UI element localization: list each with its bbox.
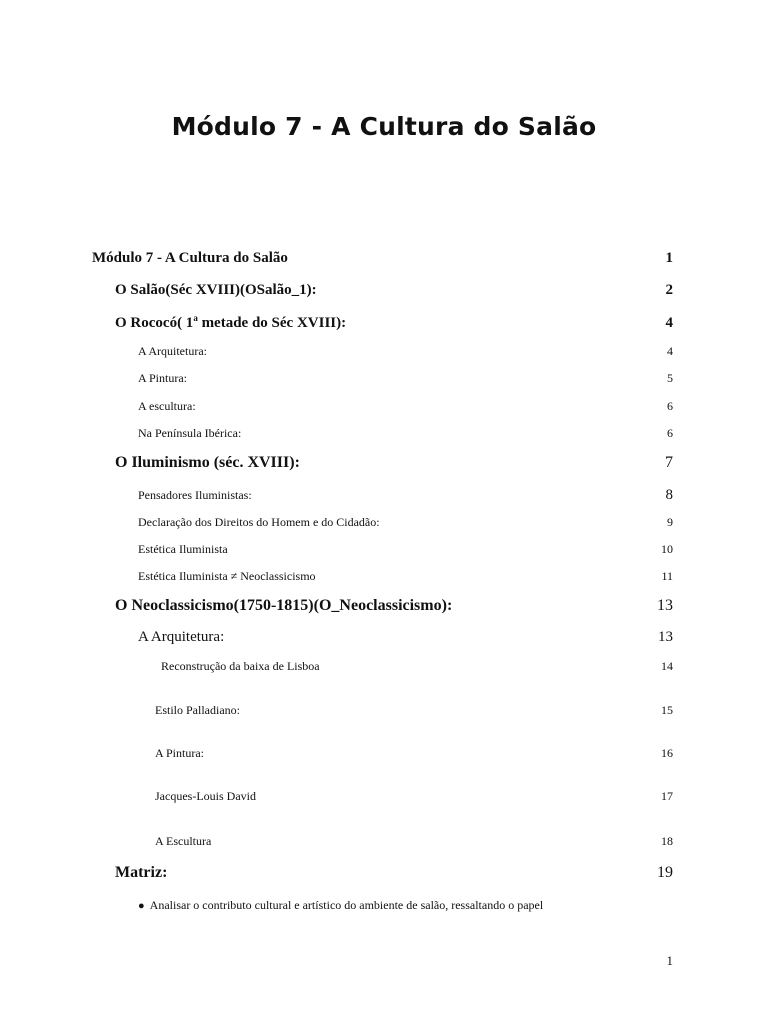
toc-entry-reconstrucao-lisboa[interactable]: [161, 659, 673, 674]
toc-page-number: 9: [667, 515, 673, 529]
toc-page-number: 16: [661, 746, 673, 760]
toc-entry-o-salao[interactable]: [115, 282, 673, 299]
page-number: 1: [666, 953, 673, 968]
toc-entry-a-arquitetura[interactable]: [138, 344, 673, 359]
toc-page-number: 11: [661, 569, 673, 583]
toc-entry-matriz[interactable]: [115, 864, 673, 882]
toc-page-number: 1: [665, 250, 673, 266]
toc-entry-estetica-iluminista[interactable]: [138, 542, 673, 557]
toc-entry-o-rococo[interactable]: [115, 313, 673, 332]
toc-entry-o-iluminismo[interactable]: [115, 454, 673, 472]
toc-page-number: 4: [667, 344, 673, 358]
toc-entry-title: A Pintura:: [138, 371, 188, 385]
toc-page-number: 15: [661, 703, 673, 717]
toc-entry-title: A Escultura: [155, 834, 212, 848]
toc-page-number: 17: [661, 789, 673, 803]
toc-page-number: 10: [661, 542, 673, 556]
toc-entry-estetica-vs-neoclassicismo[interactable]: [138, 569, 673, 584]
toc-entry-declaracao-direitos[interactable]: [138, 515, 673, 530]
toc-entry-title: O Neoclassicismo(1750-1815)(O_Neoclassicismo):: [115, 597, 453, 614]
toc-entry-title: Na Península Ibérica:: [138, 426, 242, 440]
toc-page-number: 2: [665, 282, 673, 298]
toc-page-number: 19: [657, 864, 673, 881]
toc-entry-title-part: metade do Séc XVIII):: [197, 315, 347, 331]
toc-entry-title: Pensadores Iluministas:: [138, 488, 252, 502]
toc-entry-a-pintura[interactable]: [138, 371, 673, 386]
toc-page-number: 13: [658, 629, 673, 645]
superscript: a: [193, 313, 198, 323]
toc-page-number: 6: [667, 426, 673, 440]
toc-entry-title: Estética Iluminista: [138, 542, 228, 556]
toc-entry-title: O Salão(Séc XVIII)(OSalão_1):: [115, 282, 317, 298]
toc-page-number: 13: [657, 597, 673, 614]
toc-entry-title: A Arquitetura:: [138, 344, 207, 358]
toc-entry-title: Matriz:: [115, 864, 168, 881]
toc-entry-title: Declaração dos Direitos do Homem e do Cidadão:: [138, 515, 380, 529]
bullet-item: [138, 898, 543, 913]
toc-entry-neo-escultura[interactable]: [155, 834, 673, 849]
toc-entry-title: A Pintura:: [155, 746, 205, 760]
toc-entry-jacques-louis-david[interactable]: [155, 789, 673, 804]
bullet-text: Analisar o contributo cultural e artístico do ambiente de salão, ressaltando o papel: [149, 898, 544, 912]
toc-page-number: 18: [661, 834, 673, 848]
toc-entry-title: Módulo 7 - A Cultura do Salão: [92, 250, 288, 266]
toc-entry-title: Jacques-Louis David: [155, 789, 256, 803]
toc-entry-title: [115, 313, 346, 332]
toc-entry-title: A escultura:: [138, 399, 196, 413]
toc-entry-title: O Iluminismo (séc. XVIII):: [115, 454, 300, 471]
toc-entry-title: Reconstrução da baixa de Lisboa: [161, 659, 320, 673]
toc-entry-modulo-7[interactable]: [92, 250, 673, 267]
toc-entry-title-part: O Rococó( 1: [115, 315, 194, 331]
toc-entry-o-neoclassicismo[interactable]: [115, 597, 673, 615]
page-title: Módulo 7 - A Cultura do Salão: [171, 112, 597, 141]
toc-entry-title: Estilo Palladiano:: [155, 703, 240, 717]
toc-entry-title: A Arquitetura:: [138, 629, 225, 645]
toc-entry-neo-arquitetura[interactable]: [138, 629, 673, 646]
toc-entry-a-escultura[interactable]: [138, 399, 673, 414]
toc-page-number: 7: [665, 454, 673, 471]
toc-entry-pensadores-iluministas[interactable]: [138, 487, 673, 504]
bullet-icon: ●: [138, 900, 145, 912]
toc-entry-peninsula-iberica[interactable]: [138, 426, 673, 441]
toc-page-number: 6: [667, 399, 673, 413]
toc-page-number: 4: [665, 315, 673, 331]
toc-page-number: 8: [665, 487, 673, 503]
toc-page-number: 14: [661, 659, 673, 673]
toc-page-number: 5: [667, 371, 673, 385]
toc-entry-title: Estética Iluminista ≠ Neoclassicismo: [138, 569, 316, 583]
toc-entry-neo-pintura[interactable]: [155, 746, 673, 761]
toc-entry-estilo-palladiano[interactable]: [155, 703, 673, 718]
